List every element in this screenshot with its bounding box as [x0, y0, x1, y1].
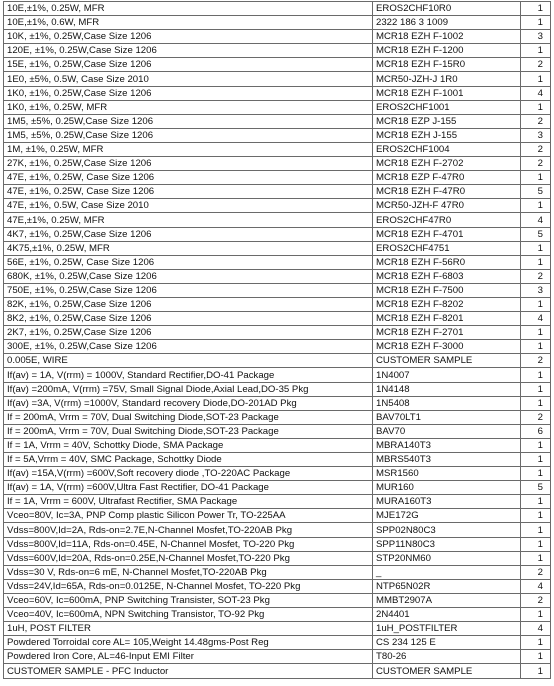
- table-row: [4, 565, 551, 579]
- part-number-cell: CUSTOMER SAMPLE: [373, 354, 521, 368]
- description-cell: If = 200mA, Vrrm = 70V, Dual Switching Diode,SOT-23 Package: [4, 410, 373, 424]
- table-row: [4, 438, 551, 452]
- description-cell: Vceo=80V, Ic=3A, PNP Comp plastic Silicon Power Tr, TO-225AA: [4, 509, 373, 523]
- quantity-cell: 1: [521, 467, 551, 481]
- table-row: [4, 650, 551, 664]
- quantity-cell: 1: [521, 100, 551, 114]
- table-row: [4, 255, 551, 269]
- quantity-cell: 1: [521, 241, 551, 255]
- description-cell: 1E0, ±5%, 0.5W, Case Size 2010: [4, 72, 373, 86]
- quantity-cell: 1: [521, 368, 551, 382]
- quantity-cell: 1: [521, 297, 551, 311]
- quantity-cell: 4: [521, 622, 551, 636]
- quantity-cell: 1: [521, 523, 551, 537]
- part-number-cell: CS 234 125 E: [373, 636, 521, 650]
- table-row: [4, 142, 551, 156]
- table-row: [4, 30, 551, 44]
- table-row: [4, 495, 551, 509]
- table-row: [4, 424, 551, 438]
- quantity-cell: 1: [521, 664, 551, 678]
- part-number-cell: MCR18 EZH F-6803: [373, 269, 521, 283]
- table-row: [4, 2, 551, 16]
- quantity-cell: 3: [521, 283, 551, 297]
- description-cell: Vceo=40V, Ic=600mA, NPN Switching Transistor, TO-92 Pkg: [4, 608, 373, 622]
- description-cell: 1M5, ±5%, 0.25W,Case Size 1206: [4, 114, 373, 128]
- part-number-cell: MCR18 EZH F-8202: [373, 297, 521, 311]
- table-row: [4, 636, 551, 650]
- description-cell: 1K0, ±1%, 0.25W,Case Size 1206: [4, 86, 373, 100]
- table-row: [4, 481, 551, 495]
- quantity-cell: 1: [521, 438, 551, 452]
- description-cell: 300E, ±1%, 0.25W,Case Size 1206: [4, 340, 373, 354]
- quantity-cell: 1: [521, 255, 551, 269]
- table-row: [4, 453, 551, 467]
- quantity-cell: 2: [521, 593, 551, 607]
- description-cell: If(av) =15A,V(rrm) =600V,Soft recovery diode ,TO-220AC Package: [4, 467, 373, 481]
- table-row: [4, 269, 551, 283]
- parts-table-body: [4, 2, 551, 679]
- description-cell: 10E,±1%, 0.25W, MFR: [4, 2, 373, 16]
- part-number-cell: MCR18 EZH F-1200: [373, 44, 521, 58]
- part-number-cell: MCR18 EZP J-155: [373, 114, 521, 128]
- part-number-cell: MCR18 EZH J-155: [373, 128, 521, 142]
- description-cell: If(av) = 1A, V(rrm) =600V,Ultra Fast Rectifier, DO-41 Package: [4, 481, 373, 495]
- table-row: [4, 100, 551, 114]
- part-number-cell: MCR50-JZH-J 1R0: [373, 72, 521, 86]
- quantity-cell: 1: [521, 16, 551, 30]
- part-number-cell: 1N4148: [373, 382, 521, 396]
- table-row: [4, 509, 551, 523]
- description-cell: If(av) =3A, V(rrm) =1000V, Standard recovery Diode,DO-201AD Pkg: [4, 396, 373, 410]
- description-cell: If(av) = 1A, V(rrm) = 1000V, Standard Rectifier,DO-41 Package: [4, 368, 373, 382]
- quantity-cell: 4: [521, 312, 551, 326]
- quantity-cell: 1: [521, 72, 551, 86]
- part-number-cell: MCR18 EZH F-7500: [373, 283, 521, 297]
- description-cell: 4K75,±1%, 0.25W, MFR: [4, 241, 373, 255]
- part-number-cell: MCR18 EZH F-56R0: [373, 255, 521, 269]
- table-row: [4, 171, 551, 185]
- quantity-cell: 4: [521, 86, 551, 100]
- quantity-cell: 2: [521, 565, 551, 579]
- description-cell: Vdss=30 V, Rds-on=6 mE, N-Channel Mosfet,TO-220AB Pkg: [4, 565, 373, 579]
- quantity-cell: 5: [521, 185, 551, 199]
- quantity-cell: 5: [521, 227, 551, 241]
- quantity-cell: 5: [521, 481, 551, 495]
- description-cell: Vdss=800V,Id=11A, Rds-on=0.45E, N-Channel Mosfet, TO-220 Pkg: [4, 537, 373, 551]
- table-row: [4, 382, 551, 396]
- quantity-cell: 1: [521, 326, 551, 340]
- description-cell: 0.005E, WIRE: [4, 354, 373, 368]
- quantity-cell: 1: [521, 509, 551, 523]
- part-number-cell: MBRA140T3: [373, 438, 521, 452]
- description-cell: If(av) =200mA, V(rrm) =75V, Small Signal Diode,Axial Lead,DO-35 Pkg: [4, 382, 373, 396]
- quantity-cell: 1: [521, 453, 551, 467]
- table-row: [4, 622, 551, 636]
- part-number-cell: 1uH_POSTFILTER: [373, 622, 521, 636]
- table-row: [4, 593, 551, 607]
- part-number-cell: MURA160T3: [373, 495, 521, 509]
- part-number-cell: MJE172G: [373, 509, 521, 523]
- part-number-cell: EROS2CHF1001: [373, 100, 521, 114]
- table-row: [4, 312, 551, 326]
- part-number-cell: MCR18 EZH F-3000: [373, 340, 521, 354]
- table-row: [4, 199, 551, 213]
- part-number-cell: _: [373, 565, 521, 579]
- table-row: [4, 297, 551, 311]
- table-row: [4, 340, 551, 354]
- part-number-cell: MCR18 EZP F-47R0: [373, 171, 521, 185]
- quantity-cell: 1: [521, 396, 551, 410]
- description-cell: 1M5, ±5%, 0.25W,Case Size 1206: [4, 128, 373, 142]
- quantity-cell: 1: [521, 495, 551, 509]
- description-cell: Vdss=600V,Id=20A, Rds-on=0.25E,N-Channel Mosfet,TO-220 Pkg: [4, 551, 373, 565]
- quantity-cell: 2: [521, 142, 551, 156]
- description-cell: If = 5A,Vrrm = 40V, SMC Package, Schottky Diode: [4, 453, 373, 467]
- description-cell: 47E,±1%, 0.25W, MFR: [4, 213, 373, 227]
- table-row: [4, 396, 551, 410]
- table-row: [4, 227, 551, 241]
- table-row: [4, 551, 551, 565]
- table-row: [4, 16, 551, 30]
- part-number-cell: SPP02N80C3: [373, 523, 521, 537]
- table-row: [4, 537, 551, 551]
- description-cell: Vdss=800V,Id=2A, Rds-on=2.7E,N-Channel Mosfet,TO-220AB Pkg: [4, 523, 373, 537]
- quantity-cell: 1: [521, 608, 551, 622]
- quantity-cell: 1: [521, 44, 551, 58]
- description-cell: If = 1A, Vrrm = 600V, Ultrafast Rectifier, SMA Package: [4, 495, 373, 509]
- quantity-cell: 1: [521, 650, 551, 664]
- part-number-cell: 2N4401: [373, 608, 521, 622]
- description-cell: 47E, ±1%, 0.5W, Case Size 2010: [4, 199, 373, 213]
- quantity-cell: 2: [521, 354, 551, 368]
- part-number-cell: 2322 186 3 1009: [373, 16, 521, 30]
- table-row: [4, 72, 551, 86]
- part-number-cell: MUR160: [373, 481, 521, 495]
- part-number-cell: MMBT2907A: [373, 593, 521, 607]
- table-row: [4, 44, 551, 58]
- description-cell: Powdered Iron Core, AL=46-Input EMI Filter: [4, 650, 373, 664]
- quantity-cell: 1: [521, 340, 551, 354]
- quantity-cell: 1: [521, 551, 551, 565]
- table-row: [4, 368, 551, 382]
- table-row: [4, 86, 551, 100]
- quantity-cell: 1: [521, 636, 551, 650]
- part-number-cell: MCR18 EZH F-1002: [373, 30, 521, 44]
- description-cell: Vceo=60V, Ic=600mA, PNP Switching Transister, SOT-23 Pkg: [4, 593, 373, 607]
- table-row: [4, 326, 551, 340]
- description-cell: 8K2, ±1%, 0.25W,Case Size 1206: [4, 312, 373, 326]
- quantity-cell: 1: [521, 171, 551, 185]
- part-number-cell: MCR18 EZH F-2702: [373, 157, 521, 171]
- part-number-cell: EROS2CHF4751: [373, 241, 521, 255]
- quantity-cell: 2: [521, 269, 551, 283]
- table-row: [4, 58, 551, 72]
- quantity-cell: 3: [521, 30, 551, 44]
- description-cell: 10K, ±1%, 0.25W,Case Size 1206: [4, 30, 373, 44]
- part-number-cell: NTP65N02R: [373, 579, 521, 593]
- quantity-cell: 1: [521, 2, 551, 16]
- quantity-cell: 6: [521, 424, 551, 438]
- part-number-cell: BAV70LT1: [373, 410, 521, 424]
- description-cell: 4K7, ±1%, 0.25W,Case Size 1206: [4, 227, 373, 241]
- part-number-cell: MCR50-JZH-F 47R0: [373, 199, 521, 213]
- description-cell: 1uH, POST FILTER: [4, 622, 373, 636]
- part-number-cell: BAV70: [373, 424, 521, 438]
- description-cell: 56E, ±1%, 0.25W, Case Size 1206: [4, 255, 373, 269]
- description-cell: 1K0, ±1%, 0.25W, MFR: [4, 100, 373, 114]
- table-row: [4, 608, 551, 622]
- table-row: [4, 213, 551, 227]
- table-row: [4, 354, 551, 368]
- description-cell: 82K, ±1%, 0.25W,Case Size 1206: [4, 297, 373, 311]
- part-number-cell: CUSTOMER SAMPLE: [373, 664, 521, 678]
- description-cell: 120E, ±1%, 0.25W,Case Size 1206: [4, 44, 373, 58]
- quantity-cell: 2: [521, 157, 551, 171]
- part-number-cell: MSR1560: [373, 467, 521, 481]
- table-row: [4, 185, 551, 199]
- description-cell: Powdered Torroidal core AL= 105,Weight 14.48gms-Post Reg: [4, 636, 373, 650]
- description-cell: 47E, ±1%, 0.25W, Case Size 1206: [4, 171, 373, 185]
- description-cell: If = 1A, Vrrm = 40V, Schottky Diode, SMA Package: [4, 438, 373, 452]
- description-cell: 680K, ±1%, 0.25W,Case Size 1206: [4, 269, 373, 283]
- table-row: [4, 157, 551, 171]
- part-number-cell: T80-26: [373, 650, 521, 664]
- table-row: [4, 128, 551, 142]
- table-row: [4, 283, 551, 297]
- description-cell: Vdss=24V,Id=65A, Rds-on=0.0125E, N-Channel Mosfet, TO-220 Pkg: [4, 579, 373, 593]
- description-cell: 750E, ±1%, 0.25W,Case Size 1206: [4, 283, 373, 297]
- parts-table: [3, 1, 551, 679]
- quantity-cell: 1: [521, 199, 551, 213]
- part-number-cell: MCR18 EZH F-47R0: [373, 185, 521, 199]
- description-cell: 10E,±1%, 0.6W, MFR: [4, 16, 373, 30]
- quantity-cell: 3: [521, 128, 551, 142]
- quantity-cell: 4: [521, 213, 551, 227]
- part-number-cell: MBRS540T3: [373, 453, 521, 467]
- table-row: [4, 579, 551, 593]
- quantity-cell: 1: [521, 382, 551, 396]
- table-row: [4, 241, 551, 255]
- quantity-cell: 4: [521, 579, 551, 593]
- description-cell: If = 200mA, Vrrm = 70V, Dual Switching Diode,SOT-23 Package: [4, 424, 373, 438]
- part-number-cell: MCR18 EZH F-2701: [373, 326, 521, 340]
- part-number-cell: MCR18 EZH F-1001: [373, 86, 521, 100]
- description-cell: 47E, ±1%, 0.25W, Case Size 1206: [4, 185, 373, 199]
- part-number-cell: MCR18 EZH F-15R0: [373, 58, 521, 72]
- part-number-cell: MCR18 EZH F-4701: [373, 227, 521, 241]
- quantity-cell: 1: [521, 537, 551, 551]
- table-row: [4, 523, 551, 537]
- part-number-cell: SPP11N80C3: [373, 537, 521, 551]
- table-row: [4, 664, 551, 678]
- description-cell: 1M, ±1%, 0.25W, MFR: [4, 142, 373, 156]
- quantity-cell: 2: [521, 114, 551, 128]
- table-row: [4, 410, 551, 424]
- description-cell: CUSTOMER SAMPLE - PFC Inductor: [4, 664, 373, 678]
- description-cell: 27K, ±1%, 0.25W,Case Size 1206: [4, 157, 373, 171]
- quantity-cell: 2: [521, 58, 551, 72]
- part-number-cell: EROS2CHF47R0: [373, 213, 521, 227]
- part-number-cell: 1N5408: [373, 396, 521, 410]
- table-row: [4, 114, 551, 128]
- quantity-cell: 2: [521, 410, 551, 424]
- description-cell: 15E, ±1%, 0.25W,Case Size 1206: [4, 58, 373, 72]
- part-number-cell: EROS2CHF1004: [373, 142, 521, 156]
- part-number-cell: 1N4007: [373, 368, 521, 382]
- table-row: [4, 467, 551, 481]
- part-number-cell: STP20NM60: [373, 551, 521, 565]
- part-number-cell: EROS2CHF10R0: [373, 2, 521, 16]
- description-cell: 2K7, ±1%, 0.25W,Case Size 1206: [4, 326, 373, 340]
- part-number-cell: MCR18 EZH F-8201: [373, 312, 521, 326]
